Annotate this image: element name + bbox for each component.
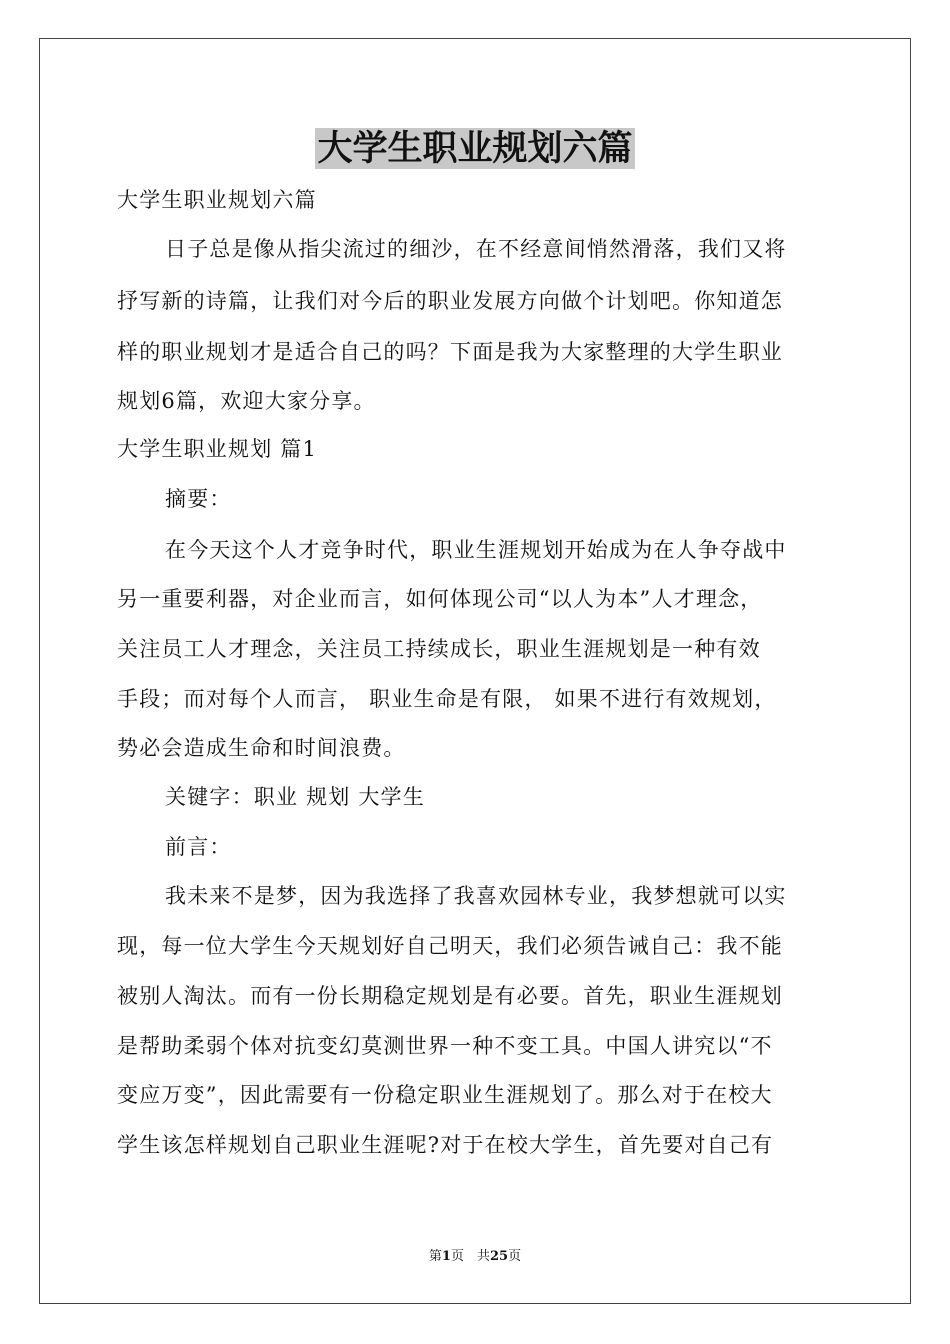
paragraph-line: 另一重要利器，对企业而言，如何体现公司“以人为本”人才理念， xyxy=(117,587,763,611)
paragraph-line: 变应万变”，因此需要有一份稳定职业生涯规划了。那么对于在校大 xyxy=(117,1083,773,1107)
paragraph-line: 学生该怎样规划自己职业生涯呢?对于在校大学生，首先要对自己有 xyxy=(117,1133,774,1157)
paragraph-line: 被别人淘汰。而有一份长期稳定规划是有必要。首先，职业生涯规划 xyxy=(117,984,783,1008)
subtitle-line: 大学生职业规划六篇 xyxy=(117,188,317,212)
page-footer xyxy=(0,1248,950,1266)
footer-page-current: 1 xyxy=(441,1249,451,1264)
document-title: 大学生职业规划六篇 xyxy=(317,128,633,169)
paragraph-line: 手段；而对每个人而言， 职业生命是有限， 如果不进行有效规划， xyxy=(117,687,777,711)
paragraph-line: 样的职业规划才是适合自己的吗？下面是我为大家整理的大学生职业 xyxy=(117,340,783,364)
paragraph-line: 日子总是像从指尖流过的细沙，在不经意间悄然滑落，我们又将 xyxy=(165,237,787,261)
paragraph-line: 现，每一位大学生今天规划好自己明天，我们必须告诫自己：我不能 xyxy=(117,934,783,958)
paragraph-line: 势必会造成生命和时间浪费。 xyxy=(117,736,406,760)
preface-label: 前言： xyxy=(165,835,232,859)
footer-page-total: 25 xyxy=(489,1249,509,1264)
paragraph-line: 在今天这个人才竞争时代，职业生涯规划开始成为在人争夺战中 xyxy=(165,538,787,562)
footer-suffix: 页 xyxy=(508,1249,522,1264)
paragraph-line: 是帮助柔弱个体对抗变幻莫测世界一种不变工具。中国人讲究以“不 xyxy=(117,1034,773,1058)
footer-mid: 页 共 xyxy=(450,1249,490,1264)
paragraph-line: 抒写新的诗篇，让我们对今后的职业发展方向做个计划吧。你知道怎 xyxy=(117,289,783,313)
paragraph-line: 规划6篇，欢迎大家分享。 xyxy=(117,389,376,413)
abstract-label: 摘要： xyxy=(165,487,232,511)
keywords-line: 关键字：职业 规划 大学生 xyxy=(165,785,425,809)
paragraph-line: 关注员工人才理念，关注员工持续成长，职业生涯规划是一种有效 xyxy=(117,637,761,661)
section-heading: 大学生职业规划 篇1 xyxy=(117,437,318,461)
page-border xyxy=(39,38,911,1304)
paragraph-line: 我未来不是梦，因为我选择了我喜欢园林专业，我梦想就可以实 xyxy=(165,884,787,908)
footer-prefix: 第 xyxy=(428,1249,442,1264)
